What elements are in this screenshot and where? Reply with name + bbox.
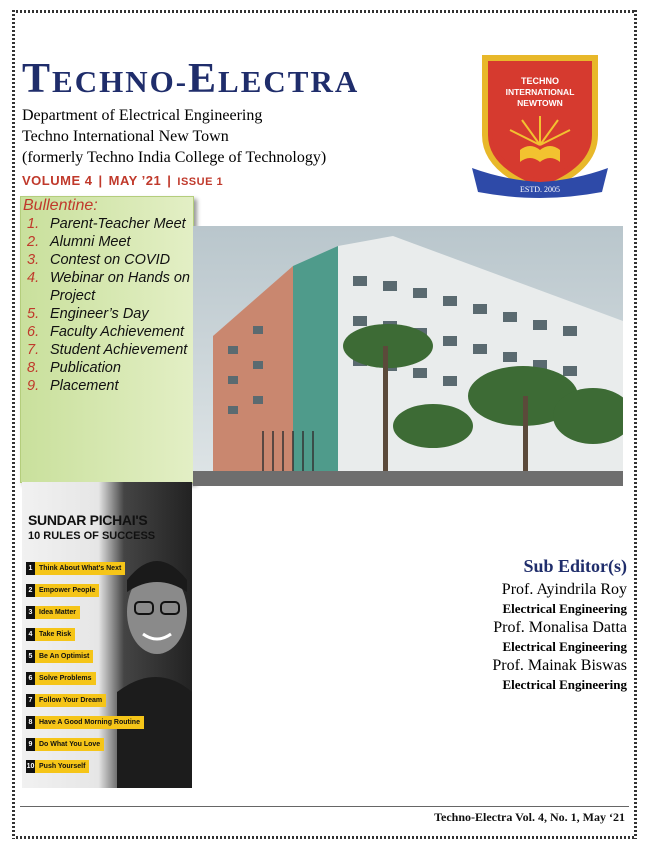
bulletin-list (27, 215, 192, 395)
bulletin-item: 6. Faculty Achievement (27, 324, 185, 340)
success-rule: 4 Take Risk (26, 628, 75, 641)
page-border-right (634, 10, 637, 839)
editor-name: Prof. Monalisa Datta (493, 619, 627, 636)
success-rule: 1 Think About What's Next (26, 562, 125, 575)
success-rule: 6 Solve Problems (26, 672, 96, 685)
sub-editors-heading: Sub Editor(s) (523, 556, 627, 576)
newsletter-title: TECHNO-ELECTRA (22, 56, 360, 102)
bulletin-item: 1. Parent-Teacher Meet (27, 216, 186, 232)
footer-divider (20, 806, 629, 807)
page-border-left (12, 10, 15, 839)
footer-citation: Techno-Electra Vol. 4, No. 1, May ‘21 (434, 810, 625, 824)
bulletin-item: 5. Engineer’s Day (27, 306, 149, 322)
bulletin-item: 8. Publication (27, 360, 121, 376)
success-rule: 5 Be An Optimist (26, 650, 93, 663)
bulletin-item: 3. Contest on COVID (27, 252, 171, 268)
success-rule: 3 Idea Matter (26, 606, 80, 619)
success-rule: 7 Follow Your Dream (26, 694, 106, 707)
success-rule: 8 Have A Good Morning Routine (26, 716, 144, 729)
editor-name: Prof. Mainak Biswas (492, 657, 627, 674)
success-rule: 10 Push Yourself (26, 760, 89, 773)
department-info (22, 105, 326, 168)
sub-editors (492, 556, 627, 694)
bulletin-title: Bullentine: (23, 197, 98, 214)
bulletin-item: 9. Placement (27, 378, 119, 394)
issue-info: VOLUME 4 | MAY ’21 | ISSUE 1 (22, 173, 224, 188)
page-border-bottom (12, 836, 637, 839)
page-border-top (12, 10, 637, 13)
bulletin-item: 2. Alumni Meet (27, 234, 131, 250)
bulletin-item: 4. Webinar on Hands on Project (27, 270, 190, 304)
svg-text:NEWTOWN: NEWTOWN (517, 98, 563, 108)
success-rule: 9 Do What You Love (26, 738, 104, 751)
editor-department: Electrical Engineering (502, 601, 627, 616)
former-name-line: (formerly Techno India College of Technology) (22, 149, 327, 166)
department-line: Department of Electrical Engineering (22, 107, 263, 124)
campus-building-photo (193, 226, 623, 486)
success-rule: 2 Empower People (26, 584, 99, 597)
sundar-pichai-poster (22, 482, 192, 788)
bulletin-item: 7. Student Achievement (27, 342, 188, 358)
institute-line: Techno International New Town (22, 128, 229, 145)
portrait-illustration (117, 502, 192, 788)
svg-text:ESTD. 2005: ESTD. 2005 (520, 185, 560, 194)
poster-title: SUNDAR PICHAI'S 10 RULES OF SUCCESS (28, 512, 156, 542)
bulletin-box (20, 196, 194, 483)
editor-department: Electrical Engineering (502, 677, 627, 692)
editor-name: Prof. Ayindrila Roy (501, 581, 627, 598)
editor-department: Electrical Engineering (502, 639, 627, 654)
svg-text:TECHNO: TECHNO (521, 76, 559, 86)
svg-text:INTERNATIONAL: INTERNATIONAL (505, 87, 575, 97)
college-crest-logo (470, 50, 610, 200)
